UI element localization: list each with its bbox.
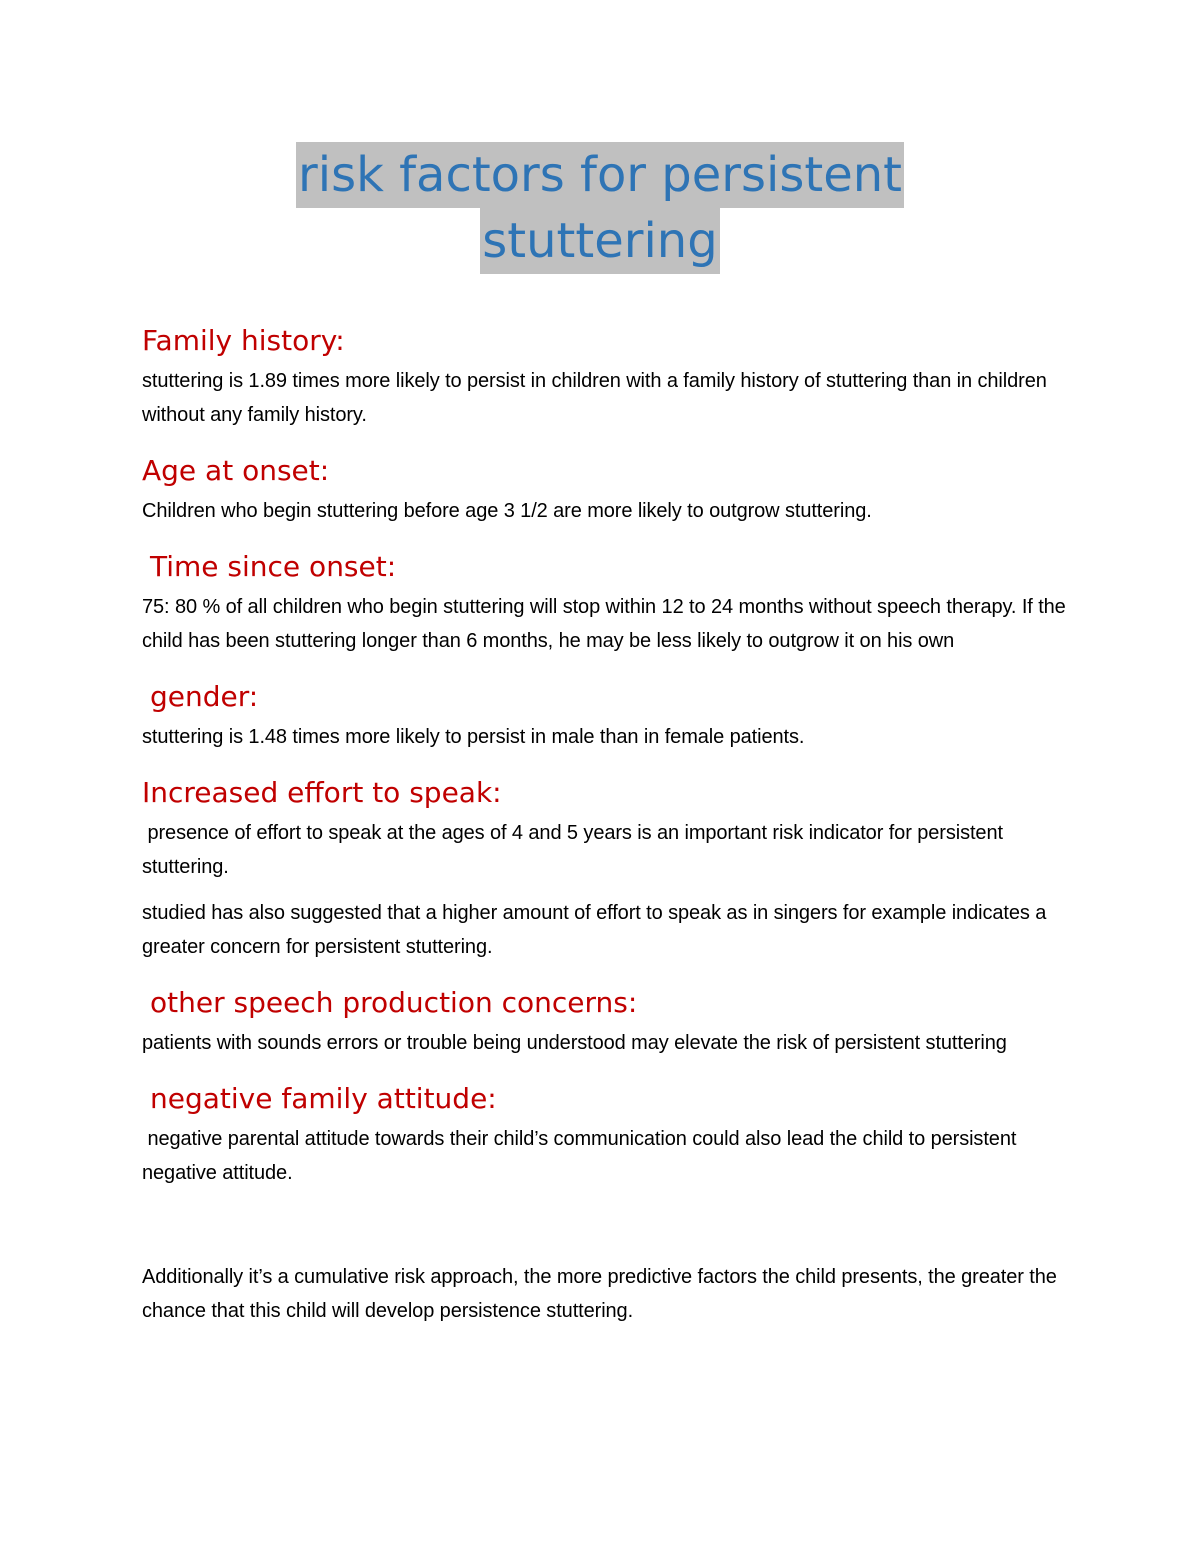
section-heading: Age at onset: (142, 454, 330, 487)
section-paragraph: negative parental attitude towards their child’s communication could also lead the child to persistent negative attitude. (142, 1128, 1022, 1184)
section-time-since-onset (142, 544, 1072, 658)
section-other-speech-concerns (142, 980, 1072, 1060)
section-family-history (142, 318, 1072, 432)
section-increased-effort (142, 770, 1072, 964)
section-paragraph: stuttering is 1.89 times more likely to persist in children with a family history of stuttering than in children without any family history. (142, 370, 1047, 426)
title-line-2: stuttering (480, 208, 719, 274)
section-paragraph: Children who begin stuttering before age 3 1/2 are more likely to outgrow stuttering. (142, 500, 872, 522)
section-gender (142, 674, 1072, 754)
section-negative-family-attitude (142, 1076, 1072, 1190)
section-heading: other speech production concerns: (150, 986, 638, 1019)
section-heading: Increased effort to speak: (142, 776, 502, 809)
section-heading: Family history: (142, 324, 345, 357)
section-heading: gender: (150, 680, 259, 713)
section-paragraph: stuttering is 1.48 times more likely to persist in male than in female patients. (142, 726, 805, 748)
document-body (142, 318, 1072, 1328)
section-paragraph: studied has also suggested that a higher amount of effort to speak as in singers for example indicates a greater concern for persistent stuttering. (142, 902, 1047, 958)
section-age-at-onset (142, 448, 1072, 528)
section-paragraph: presence of effort to speak at the ages of 4 and 5 years is an important risk indicator for persistent stuttering. (142, 822, 1009, 878)
closing-paragraph: Additionally it’s a cumulative risk approach, the more predictive factors the child presents, the greater the chance that this child will develop persistence stuttering. (142, 1266, 1057, 1322)
section-heading: negative family attitude: (150, 1082, 497, 1115)
section-paragraph: 75: 80 % of all children who begin stuttering will stop within 12 to 24 months without speech therapy. If the child has been stuttering longer than 6 months, he may be less likely to outgrow it on his own (142, 596, 1066, 652)
section-heading: Time since onset: (150, 550, 397, 583)
document-title (0, 142, 1200, 274)
section-paragraph: patients with sounds errors or trouble being understood may elevate the risk of persistent stuttering (142, 1032, 1007, 1054)
title-line-1: risk factors for persistent (296, 142, 904, 208)
